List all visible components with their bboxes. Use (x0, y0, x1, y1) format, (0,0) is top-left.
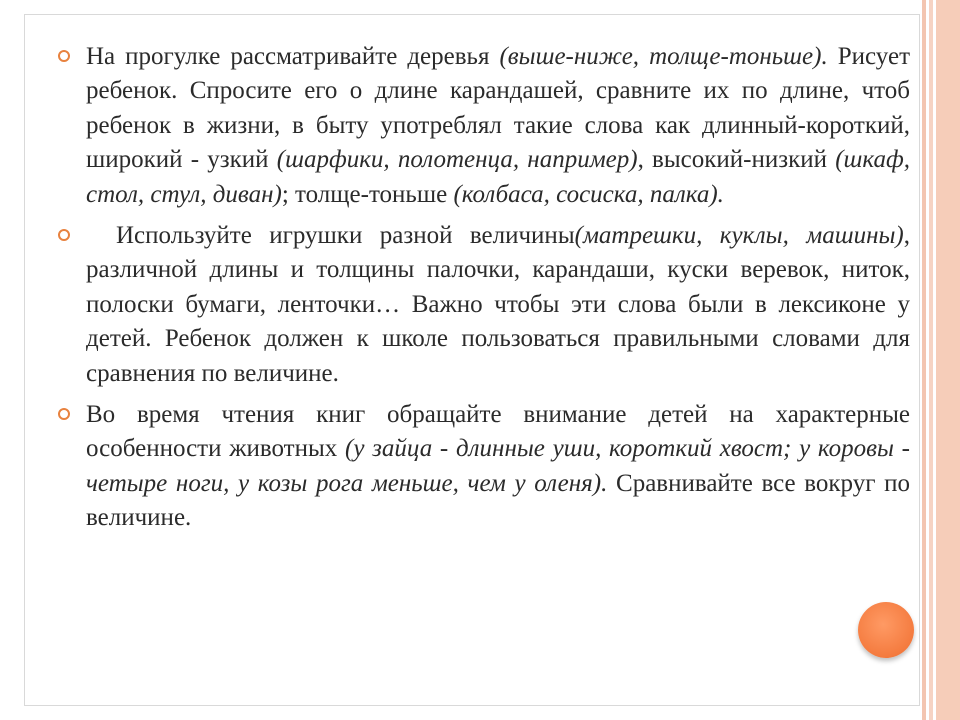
text-segment-italic: (шарфики, полотенца, например) (276, 146, 638, 174)
decorative-side-stripes (920, 0, 960, 720)
circle-outline-bullet-icon (58, 50, 70, 62)
text-segment: Рисует ребенок. Спросите его о длине карандашей, сравните их по длине, чтоб ребенок в жизни, в быту употреблял такие слова как длинный-короткий, широкий - узкий (86, 43, 910, 174)
slide-content (58, 40, 910, 543)
bullet-item-3 (58, 398, 910, 536)
text-segment-italic: (матрешки, куклы, машины) (574, 222, 904, 250)
bullet-item-1 (58, 40, 910, 212)
text-segment-italic: (у зайца - длинные уши, короткий хвост; у коровы - четыре ноги, у козы рога меньше, чем у оленя). (86, 435, 910, 497)
text-segment: ; толще-тоньше (281, 180, 454, 208)
text-segment: Сравнивайте все вокруг по величине. (86, 469, 910, 532)
text-segment: , различной длины и толщины палочки, карандаши, куски веревок, ниток, полоски бумаги, ленточки… Важно чтобы эти слова были в лексиконе у детей. Ребенок должен к школе пользоваться правильными словами для сравнения по величине. (86, 222, 910, 387)
text-segment: На прогулке рассматривайте деревья (86, 43, 500, 70)
orange-circle-icon (858, 602, 914, 658)
text-segment: Во время чтения книг обращайте внимание детей на характерные особенности животных (86, 401, 910, 463)
text-segment-italic: (выше-ниже, толще-тоньше). (499, 43, 828, 70)
text-segment-italic: (колбаса, сосиска, палка). (453, 180, 724, 208)
text-segment-italic: (шкаф, стол, стул, диван) (86, 146, 910, 208)
circle-outline-bullet-icon (58, 408, 70, 420)
text-segment: Используйте игрушки разной величины (116, 222, 575, 250)
text-segment: , высокий-низкий (637, 146, 836, 174)
bullet-item-2 (58, 219, 910, 391)
circle-outline-bullet-icon (58, 229, 70, 241)
